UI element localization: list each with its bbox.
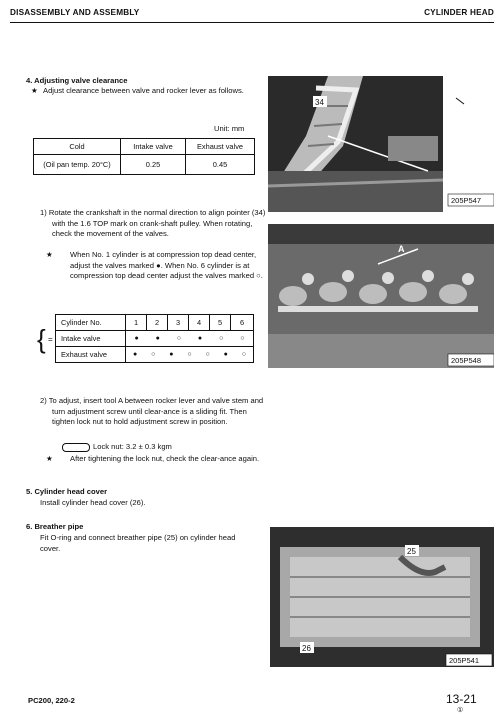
header-section: DISASSEMBLY AND ASSEMBLY: [10, 8, 140, 17]
exhaust-mark: ●: [223, 351, 228, 358]
equals-icon: =: [48, 335, 53, 344]
exhaust-mark: ●: [169, 351, 174, 358]
step-2: 2) To adjust, insert tool A between rocker lever and valve stem and turn adjustment screw until clear-ance is a sliding fit. Then tighten lock nut to hold adjustment screw in position.: [40, 396, 264, 427]
cyl-num: 2: [147, 315, 168, 331]
photo-rocker-levers: [268, 224, 494, 368]
unit-label: Unit: mm: [214, 124, 245, 133]
cylinder-table: [55, 314, 254, 363]
exhaust-mark: ○: [205, 351, 210, 358]
cyl-num: 1: [126, 315, 147, 331]
exhaust-mark: ○: [151, 351, 156, 358]
cyl-num: 5: [210, 315, 231, 331]
intake-label: Intake valve: [56, 331, 126, 347]
intake-marks: [126, 331, 254, 347]
callout-26: 26: [302, 644, 311, 653]
exhaust-mark: ○: [187, 351, 192, 358]
th-cyl-no: Cylinder No.: [56, 315, 126, 331]
cyl-num: 3: [168, 315, 189, 331]
footer-mark: ①: [457, 707, 464, 714]
s5-body: Install cylinder head cover (26).: [40, 498, 146, 507]
th-intake: Intake valve: [121, 139, 186, 155]
photo-pointer: [268, 76, 494, 212]
torque-wrench-icon: [62, 443, 90, 452]
photo-code: 205P541: [449, 656, 480, 665]
intake-mark: ●: [155, 335, 160, 342]
intake-mark: ●: [197, 335, 203, 342]
header-topic: CYLINDER HEAD: [424, 8, 494, 17]
intake-mark: ○: [240, 335, 245, 342]
s6-title: 6. Breather pipe: [26, 522, 84, 531]
callout-a: A: [398, 244, 405, 254]
td-intake-val: 0.25: [121, 155, 186, 175]
exhaust-marks: [126, 347, 254, 363]
callout-25: 25: [407, 547, 416, 556]
exhaust-label: Exhaust valve: [56, 347, 126, 363]
exhaust-mark: ○: [241, 351, 247, 358]
locknut-spec: Lock nut: 3.2 ± 0.3 kgm: [62, 442, 172, 453]
intake-mark: ○: [219, 335, 224, 342]
th-exhaust: Exhaust valve: [186, 139, 255, 155]
cyl-num: 4: [189, 315, 210, 331]
photo-code: 205P547: [451, 196, 482, 205]
cyl-num: 6: [231, 315, 254, 331]
page-header: [10, 8, 494, 23]
s5-title: 5. Cylinder head cover: [26, 487, 108, 496]
intake-mark: ○: [176, 335, 181, 342]
footer-model: PC200, 220-2: [28, 696, 75, 705]
th-cold: Cold: [34, 139, 121, 155]
callout-34: 34: [315, 98, 324, 107]
clearance-table: [33, 138, 255, 175]
td-temp: (Oil pan temp. 20°C): [34, 155, 121, 175]
step-2-note: ★ After tightening the lock nut, check the clear-ance again.: [46, 454, 260, 463]
step-1: 1) Rotate the crankshaft in the normal direction to align pointer (34) with the 1.6 TOP mark on crank-shaft pulley. When rotating, check the movement of the valves.: [40, 208, 266, 239]
s6-body: Fit O-ring and connect breather pipe (25) on cylinder head cover.: [40, 533, 236, 553]
step-1-note: ★ When No. 1 cylinder is at compression top dead center, adjust the valves marked ●. When No. 6 cylinder is at compression top dead center adjust the valves marked ○.: [46, 250, 263, 281]
s4-title: 4. Adjusting valve clearance: [26, 76, 128, 85]
exhaust-mark: ●: [132, 351, 138, 358]
photo-code: 205P548: [451, 356, 482, 365]
s4-note: ★ Adjust clearance between valve and rocker lever as follows.: [31, 86, 244, 95]
bracket-icon: {: [37, 324, 46, 354]
page-number: 13-21: [446, 692, 477, 706]
intake-mark: ●: [134, 335, 139, 342]
td-exhaust-val: 0.45: [186, 155, 255, 175]
photo-breather-pipe: [270, 527, 494, 667]
